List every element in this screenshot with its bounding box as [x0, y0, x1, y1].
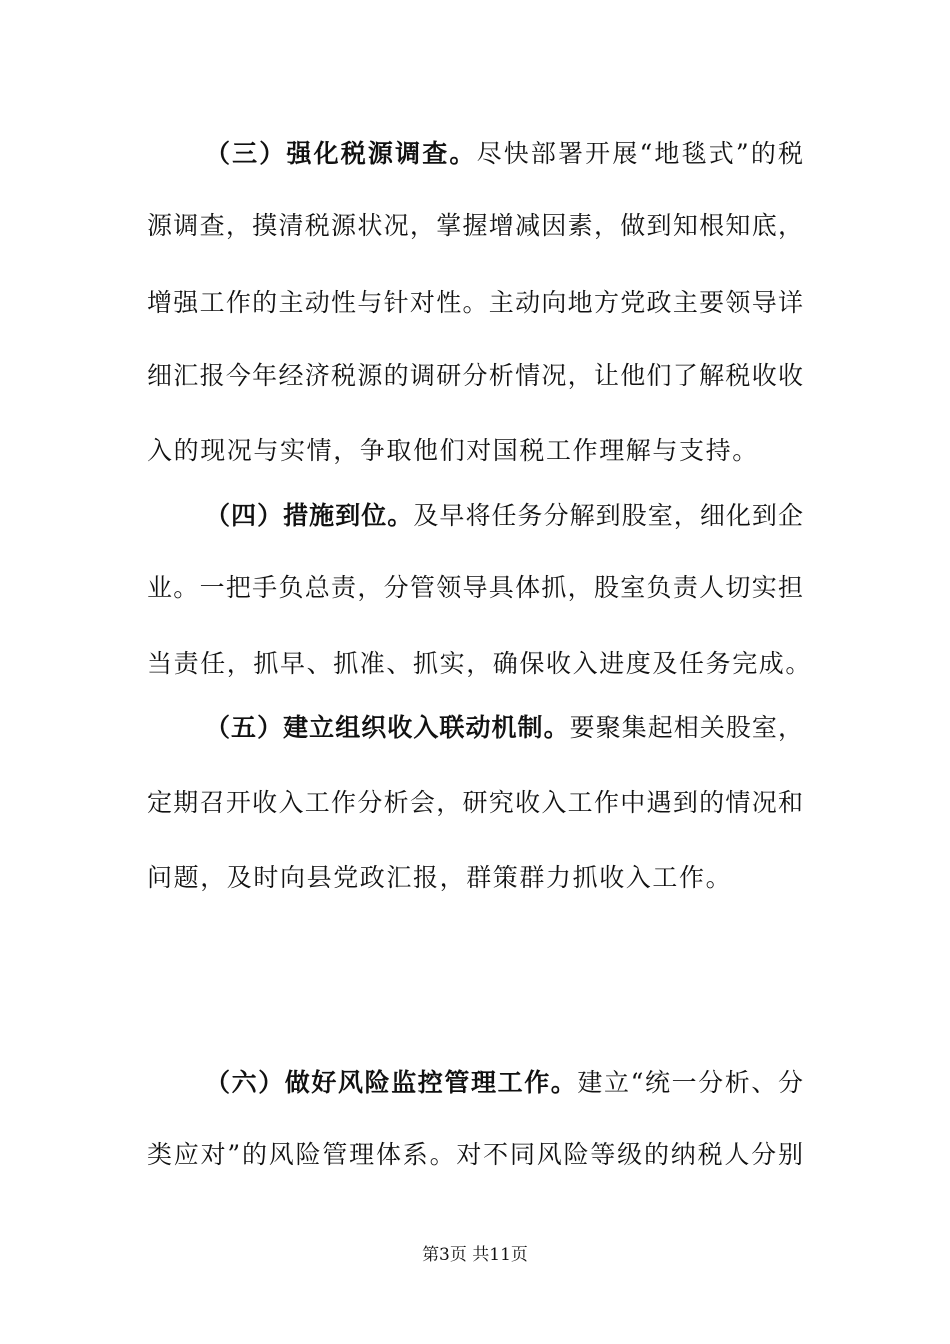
paragraph-3-line-5: 入的现况与实情，争取他们对国税工作理解与支持。: [147, 436, 759, 465]
paragraph-3-line-3: 增强工作的主动性与针对性。主动向地方党政主要领导详: [147, 288, 803, 317]
paragraph-6-text: 建立“统一分析、分: [577, 1068, 803, 1097]
paragraph-3-heading: （三）强化税源调查。: [205, 139, 477, 168]
paragraph-4-line-2: 业。一把手负总责，分管领导具体抓，股室负责人切实担: [147, 573, 803, 602]
paragraph-4-text: 及早将任务分解到股室，细化到企: [413, 501, 803, 530]
paragraph-4-line-3: 当责任，抓早、抓准、抓实，确保收入进度及任务完成。: [147, 649, 813, 678]
paragraph-3-line-4: 细汇报今年经济税源的调研分析情况，让他们了解税收收: [147, 361, 803, 390]
paragraph-6-line-2: 类应对”的风险管理体系。对不同风险等级的纳税人分别: [147, 1140, 803, 1169]
paragraph-3-line-2: 源调查，摸清税源状况，掌握增减因素，做到知根知底，: [147, 211, 803, 240]
paragraph-4-heading: （四）措施到位。: [205, 501, 414, 530]
paragraph-6-heading: （六）做好风险监控管理工作。: [205, 1068, 578, 1097]
page-footer: 第3页 共11页: [422, 1245, 528, 1265]
paragraph-4-line-1: [205, 498, 803, 534]
paragraph-3-line-1: [205, 136, 803, 172]
paragraph-5-heading: （五）建立组织收入联动机制。: [205, 713, 570, 742]
paragraph-6-line-1: [205, 1065, 803, 1101]
paragraph-3-text: 尽快部署开展“地毯式”的税: [476, 139, 803, 168]
section-3-heading-line-2: [147, 997, 803, 1033]
section-3-heading-line-1: [250, 925, 803, 961]
paragraph-5-text: 要聚集起相关股室，: [569, 713, 803, 742]
paragraph-5-line-3: 问题，及时向县党政汇报，群策群力抓收入工作。: [147, 863, 733, 892]
paragraph-5-line-2: 定期召开收入工作分析会，研究收入工作中遇到的情况和: [147, 788, 803, 817]
paragraph-5-line-1: [205, 710, 803, 746]
